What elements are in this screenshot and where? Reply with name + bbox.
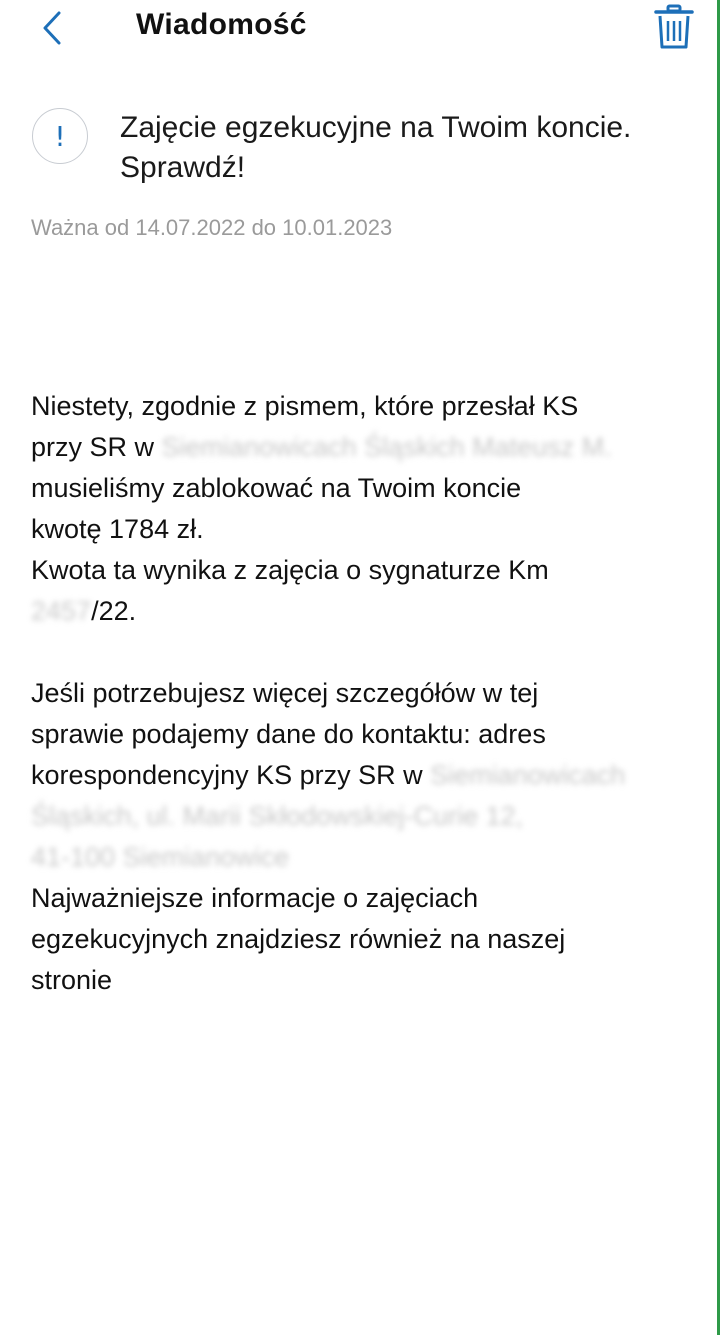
app-header xyxy=(0,0,717,56)
exclamation-icon xyxy=(32,108,88,164)
trash-icon xyxy=(654,4,694,50)
message-header xyxy=(32,108,692,188)
body-line xyxy=(31,755,691,796)
alert-symbol: ! xyxy=(54,119,66,153)
message-validity: Ważna od 14.07.2022 do 10.01.2023 xyxy=(31,215,393,240)
body-text: /22. xyxy=(91,596,137,626)
message-subject: Zajęcie egzekucyjne na Twoim koncie. Sprawdź! xyxy=(120,111,632,184)
body-line: Najważniejsze informacje o zajęciach xyxy=(31,883,479,913)
redacted-text: Siemianowicach Śląskich Mateusz M. xyxy=(154,432,612,462)
chevron-left-icon xyxy=(40,10,64,46)
body-text: przy SR w xyxy=(31,432,155,462)
paragraph-gap xyxy=(31,632,691,673)
body-line: egzekucyjnych znajdziesz również na naszej xyxy=(31,924,566,954)
page-title: Wiadomość xyxy=(136,8,307,41)
redacted-text: Śląskich, ul. Marii Skłodowskiej-Curie 12, xyxy=(31,801,524,831)
delete-button[interactable] xyxy=(652,3,696,51)
back-button[interactable] xyxy=(30,6,74,50)
body-line: musieliśmy zablokować na Twoim koncie xyxy=(31,473,522,503)
body-line xyxy=(31,796,691,837)
body-line xyxy=(31,837,691,878)
redacted-text: 41-100 Siemianowice xyxy=(31,842,290,872)
body-line: Niestety, zgodnie z pismem, które przesłał KS xyxy=(31,391,579,421)
body-line xyxy=(31,427,691,468)
body-line xyxy=(31,591,691,632)
body-line: kwotę 1784 zł. xyxy=(31,514,204,544)
message-body xyxy=(31,386,691,1001)
body-line: Kwota ta wynika z zajęcia o sygnaturze Km xyxy=(31,555,549,585)
redacted-text: Siemianowicach xyxy=(422,760,626,790)
body-line: stronie xyxy=(31,965,113,995)
redacted-text: 2457 xyxy=(31,596,92,626)
body-line: Jeśli potrzebujesz więcej szczegółów w tej xyxy=(31,678,539,708)
body-text: korespondencyjny KS przy SR w xyxy=(31,760,423,790)
body-line: sprawie podajemy dane do kontaktu: adres xyxy=(31,719,546,749)
